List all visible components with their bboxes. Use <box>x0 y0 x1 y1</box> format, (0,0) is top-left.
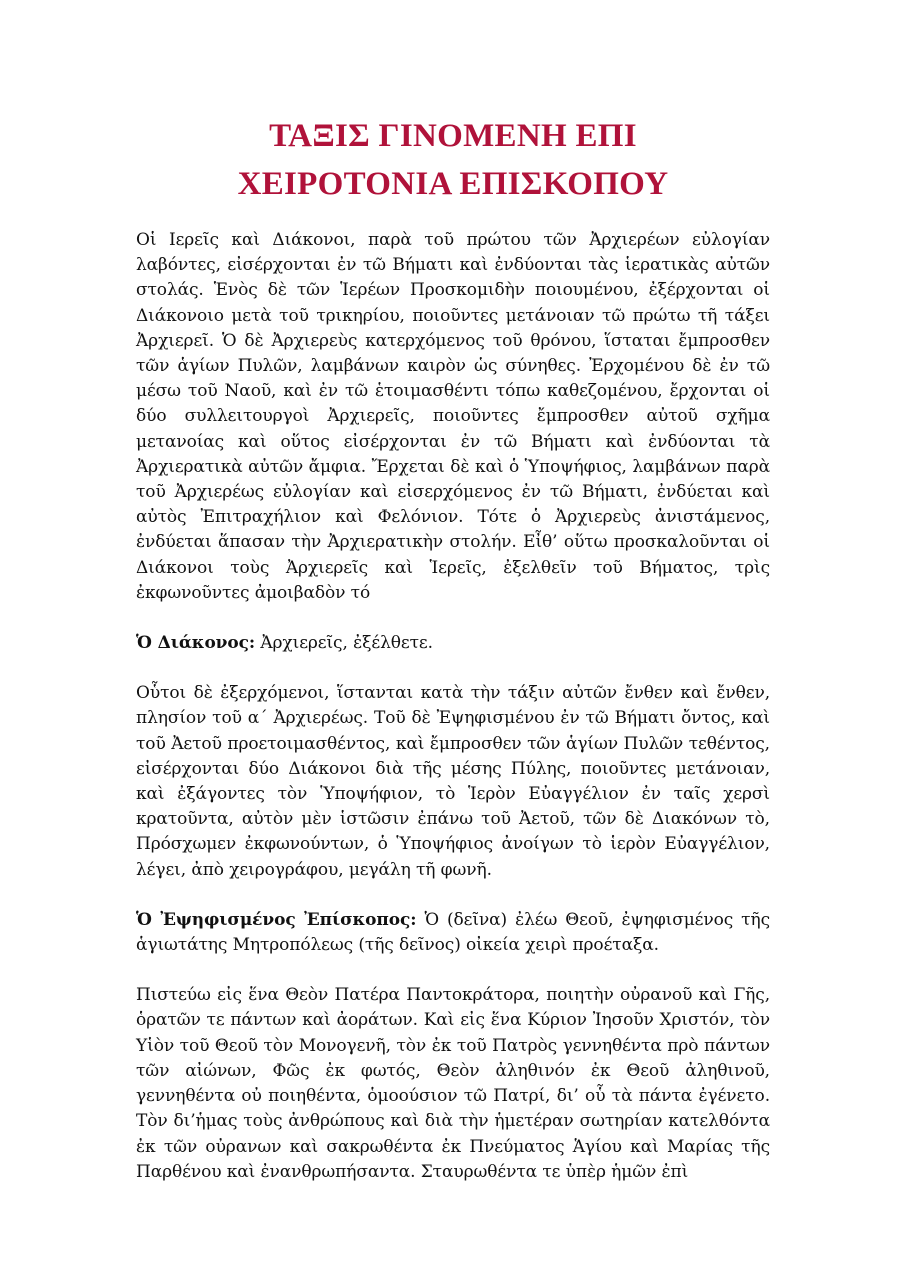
document-title <box>136 112 770 208</box>
deacon-rubric <box>136 631 770 656</box>
title-line-1: ΤΑΞΙΣ ΓΙΝΟΜΕΝΗ ΕΠΙ <box>269 118 637 154</box>
speaker-label: Ὁ Διάκονος: <box>136 633 256 654</box>
rubric-text: Ὁ (δεῖνα) ἐλέω Θεοῦ, ἐψηφισμένος τῆς ἁγιωτάτης Μητροπόλεως (τῆς δεῖνος) οἰκεία χειρὶ προέταξα. <box>136 909 770 956</box>
rubric-text: Ἀρχιερεῖς, ἐξέλθετε. <box>255 633 433 654</box>
creed-paragraph: Πιστεύω εἰς ἕνα Θεὸν Πατέρα Παντοκράτορα, ποιητὴν οὐρανοῦ καὶ Γῆς, ὁρατῶν τε πάντων καὶ ἀοράτων. Καὶ εἰς ἕνα Κύριον Ἰησοῦν Χριστόν, τὸν Υἱὸν τοῦ Θεοῦ τὸν Μονογενῆ, τὸν ἐκ τοῦ Πατρὸς γεννηθέντα πρὸ πάντων τῶν αἰώνων, Φῶς ἐκ φωτός, Θεὸν ἀληθινόν ἐκ Θεοῦ ἀληθινοῦ, γεννηθέντα οὐ ποιηθέντα, ὁμοούσιον τῶ Πατρί, δι’ οὗ τὰ πάντα ἐγένετο. Τὸν δι’ἡμας τοὺς ἀνθρώπους καὶ διὰ τὴν ἡμετέραν σωτηρίαν κατελθόντα ἐκ τῶν οὐρανων καὶ σακρωθέντα ἐκ Πνεύματος Ἁγίου καὶ Μαρίας τῆς Παρθένου καὶ ἐνανθρωπήσαντα. Σταυρωθέντα τε ὑπὲρ ἡμῶν ἐπὶ <box>136 985 770 1182</box>
document-page <box>136 112 770 1210</box>
intro-paragraph: Οἱ Ιερεῖς καὶ Διάκονοι, παρὰ τοῦ πρώτου τῶν Ἀρχιερέων εὐλογίαν λαβόντες, εἰσέρχονται ἐν τῶ Βήματι καὶ ἐνδύονται τὰς ἱερατικὰς αὐτῶν στολάς. Ἑνὸς δὲ τῶν Ἱερέων Προσκομιδὴν ποιουμένου, ἐξέρχονται οἱ Διάκονοιο μετὰ τοῦ τρικηρίου, ποιοῦντες μετάνοιαν τῶ πρώτω τῆ τάξει Ἀρχιερεῖ. Ὁ δὲ Ἀρχιερεὺς κατερχόμενος τοῦ θρόνου, ἵσταται ἔμπροσθεν τῶν ἁγίων Πυλῶν, λαμβάνων καιρὸν ὡς σύνηθες. Ἐρχομένου δὲ ἐν τῶ μέσω τοῦ Ναοῦ, καὶ ἐν τῶ ἑτοιμασθέντι τόπω καθεζομένου, ἔρχονται οἱ δύο συλλειτουργοὶ Ἀρχιερεῖς, ποιοῦντες ἔμπροσθεν αὐτοῦ σχῆμα μετανοίας καὶ οὕτος εἰσέρχονται ἐν τῶ Βήματι καὶ ἐνδύονται τὰ Ἀρχιερατικὰ αὐτῶν ἄμφια. Ἔρχεται δὲ καὶ ὁ Ὑποψήφιος, λαμβάνων παρὰ τοῦ Ἀρχιερέως εὐλογίαν καὶ εἰσερχόμενος ἐν τῶ Βήματι, ἐνδύεται καὶ αὐτὸς Ἐπιτραχήλιον καὶ Φελόνιον. Τότε ὁ Ἀρχιερεὺς ἀνιστάμενος, ἐνδύεται ἅπασαν τὴν Ἀρχιερατικὴν στολήν. Εἶθ’ οὕτω προσκαλοῦνται οἱ Διάκονοι τοὺς Ἀρχιερεῖς καὶ Ἱερεῖς, ἐξελθεῖν τοῦ Βήματος, τρὶς ἐκφωνοῦντες ἀμοιβαδὸν τό <box>136 230 770 603</box>
procession-paragraph: Οὗτοι δὲ ἐξερχόμενοι, ἵστανται κατὰ τὴν τάξιν αὐτῶν ἔνθεν καὶ ἔνθεν, πλησίον τοῦ α΄ Ἀρχιερέως. Τοῦ δὲ Ἐψηφισμένου ἐν τῶ Βήματι ὄντος, καὶ τοῦ Ἀετοῦ προετοιμασθέντος, καὶ ἔμπροσθεν τῶν ἁγίων Πυλῶν τεθέντος, εἰσέρχονται δύο Διάκονοι διὰ τῆς μέσης Πύλης, ποιοῦντες μετάνοιαν, καὶ ἐξάγοντες τὸν Ὑποψήφιον, τὸ Ἱερὸν Εὐαγγέλιον ἐν ταῖς χερσὶ κρατοῦντα, αὐτὸν μὲν ἱστῶσιν ἐπάνω τοῦ Ἀετοῦ, τῶν δὲ Διακόνων τὸ, Πρόσχωμεν ἐκφωνούντων, ὁ Ὑποψήφιος ἀνοίγων τὸ ἱερὸν Εὐαγγέλιον, λέγει, ἀπὸ χειρογράφου, μεγάλη τῆ φωνῆ. <box>136 683 770 880</box>
speaker-label: Ὁ Ἐψηφισμένος Ἐπίσκοπος: <box>136 909 417 930</box>
title-line-2: ΧΕΙΡΟΤΟΝΙΑ ΕΠΙΣΚΟΠΟΥ <box>237 166 669 202</box>
bishop-elect-rubric <box>136 908 770 958</box>
